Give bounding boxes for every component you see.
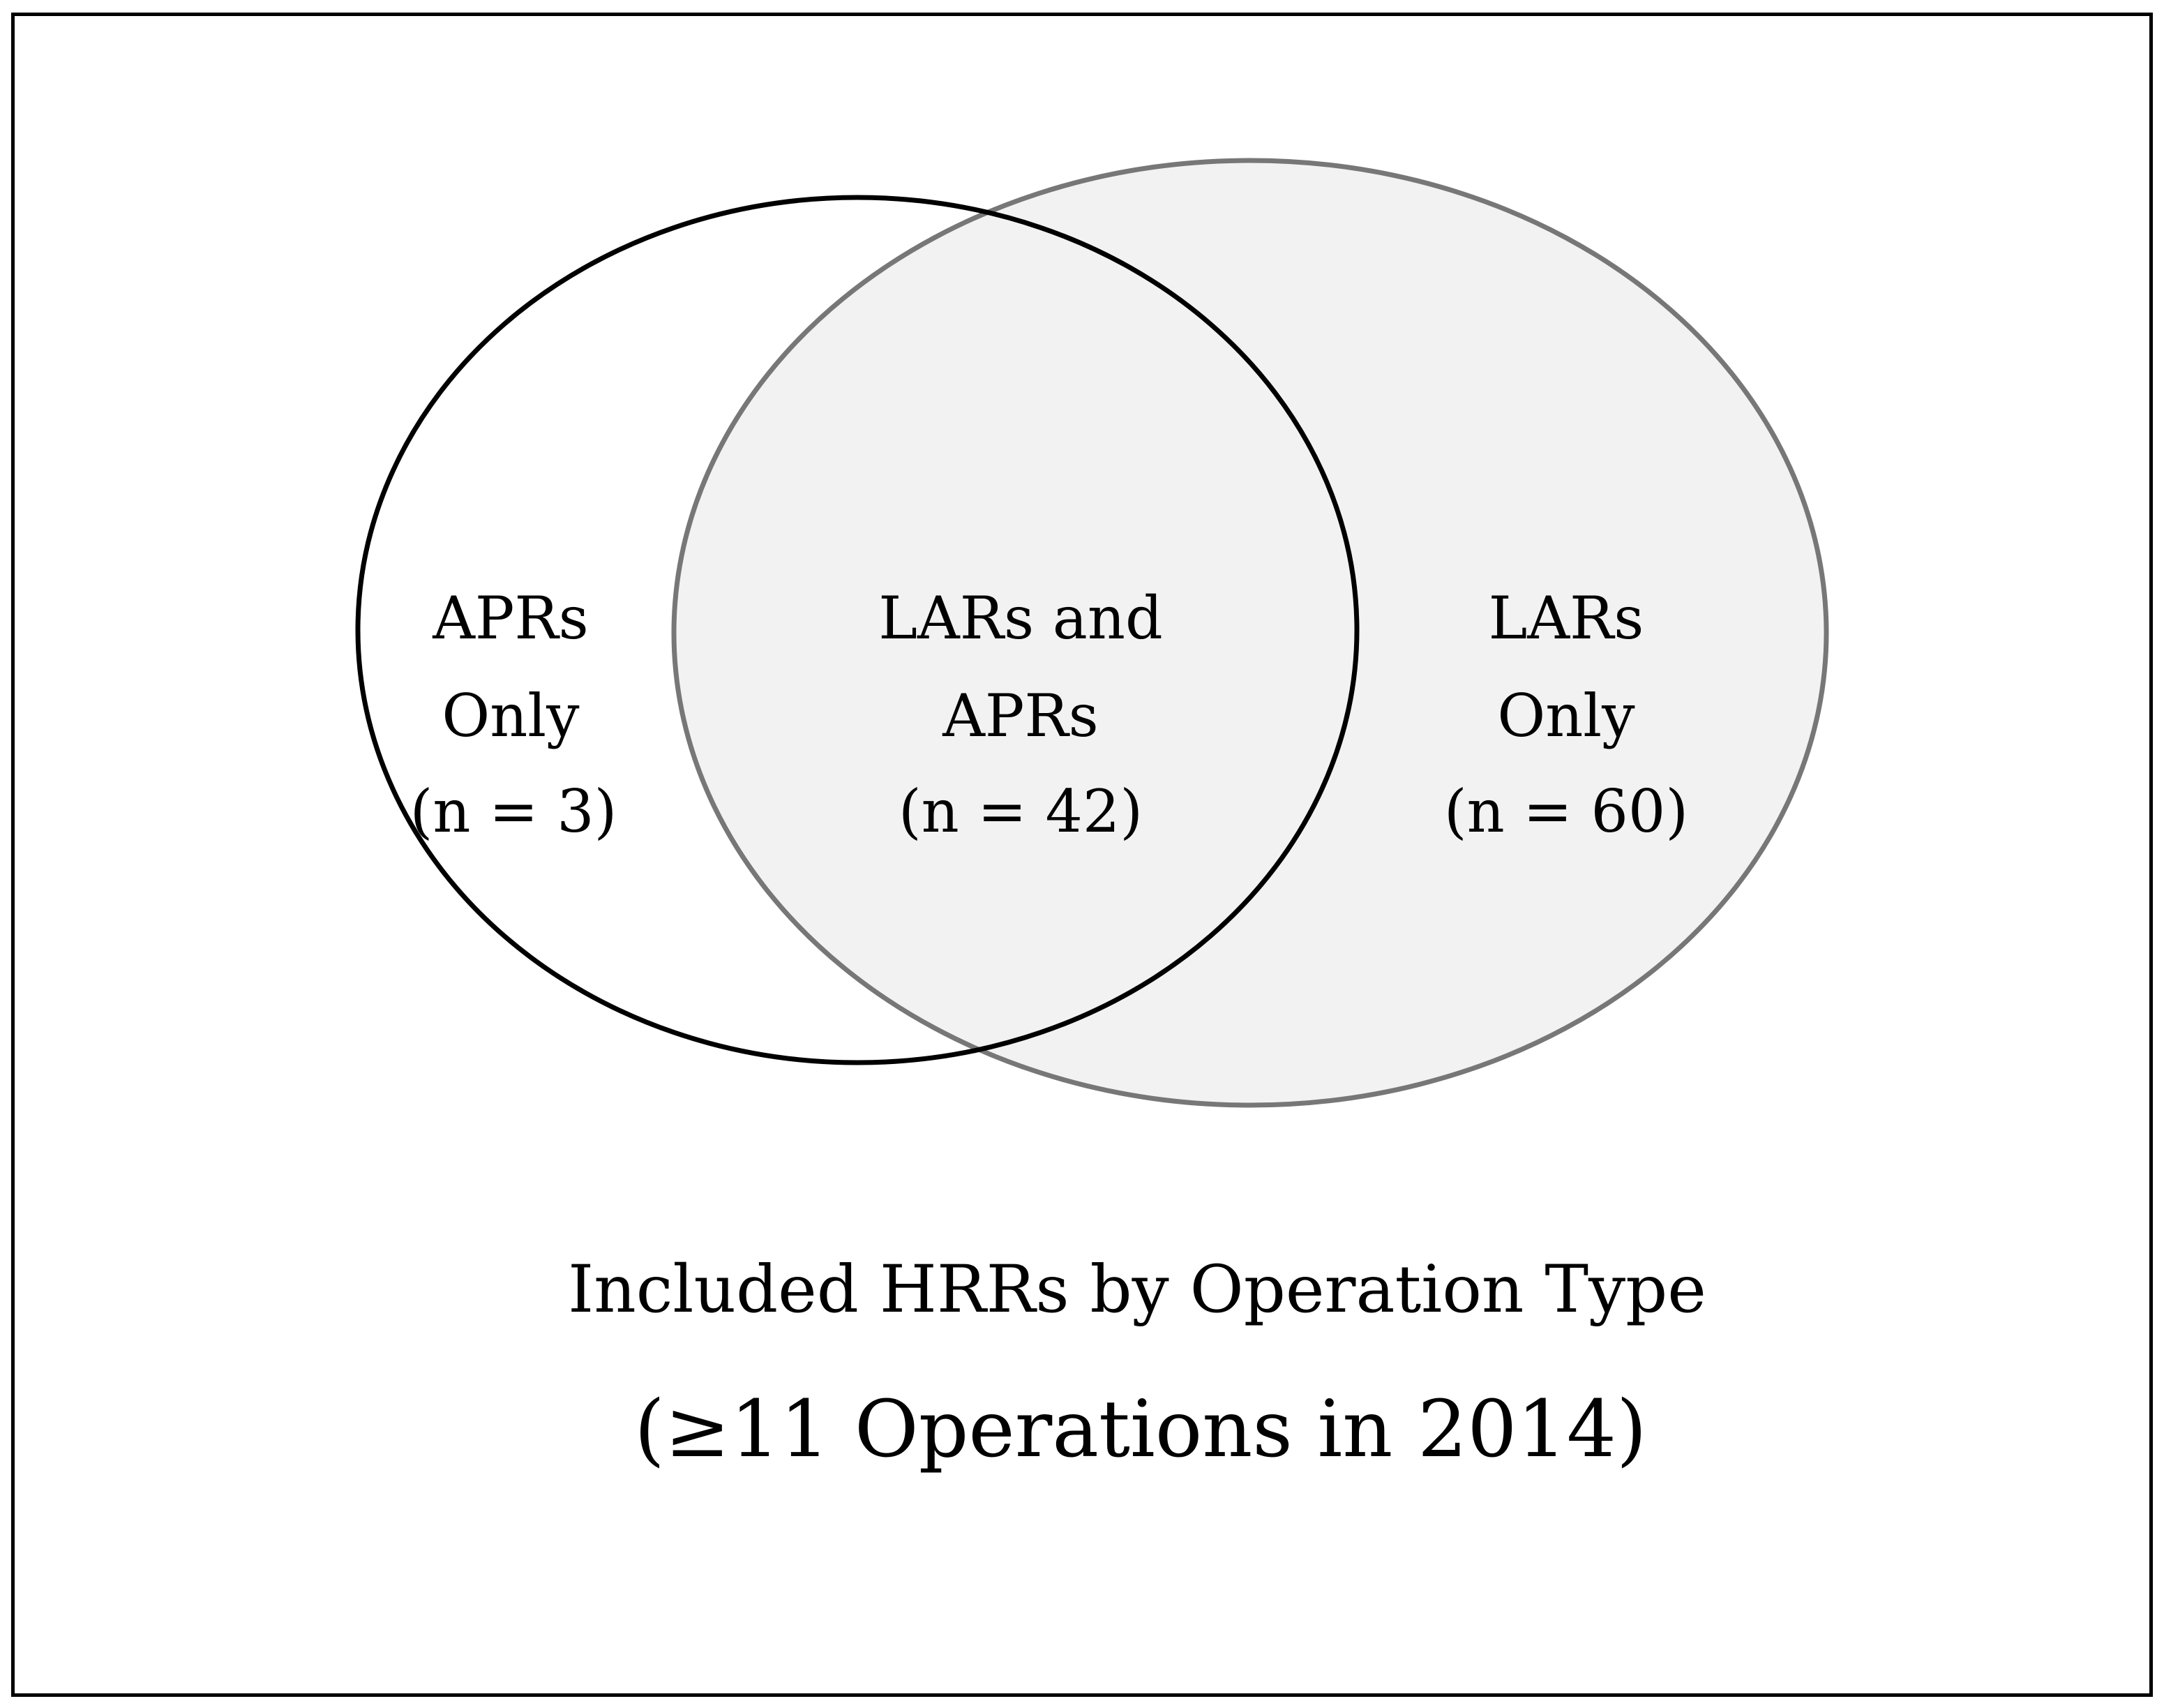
lar-only-label-line1: LARs [1488, 584, 1644, 652]
apr-only-count: (n = 3) [409, 777, 617, 846]
apr-only-label-line2: Only [442, 682, 580, 750]
both-label-line1: LARs and [878, 584, 1163, 652]
region-apr-only [410, 584, 617, 846]
caption-subtitle: (≥11 Operations in 2014) [634, 1384, 1647, 1475]
lar-set-circle [674, 160, 1826, 1105]
lar-only-label-line2: Only [1497, 682, 1635, 750]
lar-only-count: (n = 60) [1443, 777, 1689, 846]
caption-title: Included HRRs by Operation Type [568, 1252, 1706, 1328]
both-count: (n = 42) [898, 777, 1143, 846]
both-label-line2: APRs [942, 682, 1099, 750]
apr-only-label-line1: APRs [433, 584, 589, 652]
